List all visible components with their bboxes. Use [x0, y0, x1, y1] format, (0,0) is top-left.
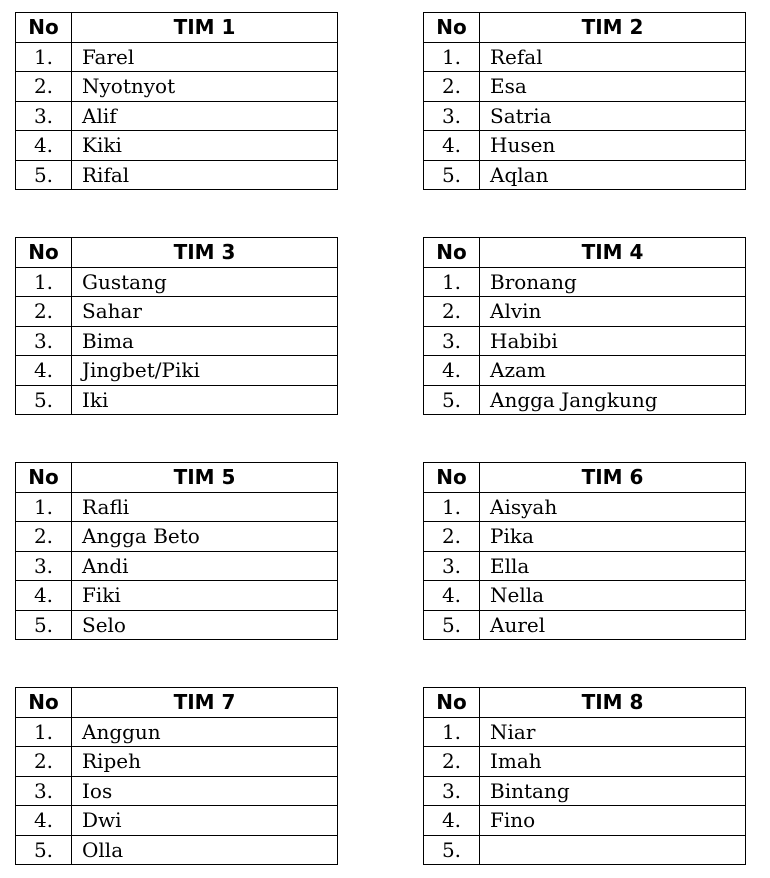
row-number: 3.: [424, 101, 480, 131]
table-row: [424, 385, 746, 415]
team-name-header: TIM 4: [480, 238, 746, 268]
team-table-1: [15, 12, 338, 190]
no-column-header: No: [424, 463, 480, 493]
member-name: Imah: [480, 747, 746, 777]
table-row: [16, 610, 338, 640]
table-row: [16, 492, 338, 522]
table-row: [16, 267, 338, 297]
team-table-6: [423, 462, 746, 640]
member-name: Aqlan: [480, 160, 746, 190]
table-row: [424, 131, 746, 161]
row-number: 3.: [424, 326, 480, 356]
table-row: [16, 131, 338, 161]
table-row: [424, 356, 746, 386]
member-name: Kiki: [72, 131, 338, 161]
table-row: [424, 492, 746, 522]
member-name: Angga Jangkung: [480, 385, 746, 415]
member-name: Nyotnyot: [72, 72, 338, 102]
table-row: [16, 72, 338, 102]
table-row: [16, 101, 338, 131]
table-row: [424, 551, 746, 581]
member-name: Angga Beto: [72, 522, 338, 552]
row-number: 1.: [16, 267, 72, 297]
member-name: Fiki: [72, 581, 338, 611]
table-header-row: [16, 238, 338, 268]
table-row: [16, 806, 338, 836]
member-name: Habibi: [480, 326, 746, 356]
row-number: 5.: [16, 835, 72, 865]
row-number: 1.: [16, 717, 72, 747]
member-name: Refal: [480, 42, 746, 72]
member-name: Alif: [72, 101, 338, 131]
row-number: 5.: [424, 835, 480, 865]
table-row: [16, 385, 338, 415]
row-number: 3.: [424, 776, 480, 806]
table-row: [16, 42, 338, 72]
row-number: 1.: [424, 492, 480, 522]
table-row: [16, 356, 338, 386]
no-column-header: No: [424, 688, 480, 718]
row-number: 2.: [16, 72, 72, 102]
row-number: 4.: [16, 131, 72, 161]
table-row: [424, 776, 746, 806]
row-number: 4.: [424, 131, 480, 161]
row-number: 4.: [16, 806, 72, 836]
member-name: Ios: [72, 776, 338, 806]
table-header-row: [424, 238, 746, 268]
row-number: 5.: [424, 160, 480, 190]
member-name: [480, 835, 746, 865]
no-column-header: No: [16, 238, 72, 268]
team-table-3: [15, 237, 338, 415]
table-header-row: [424, 688, 746, 718]
row-number: 1.: [424, 42, 480, 72]
row-number: 2.: [16, 522, 72, 552]
member-name: Azam: [480, 356, 746, 386]
row-number: 1.: [424, 267, 480, 297]
table-row: [424, 717, 746, 747]
member-name: Niar: [480, 717, 746, 747]
row-number: 4.: [424, 806, 480, 836]
row-number: 5.: [16, 610, 72, 640]
table-header-row: [16, 13, 338, 43]
row-number: 2.: [16, 747, 72, 777]
team-name-header: TIM 2: [480, 13, 746, 43]
table-row: [424, 522, 746, 552]
row-number: 2.: [424, 72, 480, 102]
member-name: Bintang: [480, 776, 746, 806]
team-table-5: [15, 462, 338, 640]
no-column-header: No: [16, 688, 72, 718]
table-row: [16, 297, 338, 327]
team-name-header: TIM 3: [72, 238, 338, 268]
table-row: [16, 717, 338, 747]
no-column-header: No: [424, 13, 480, 43]
member-name: Fino: [480, 806, 746, 836]
row-number: 3.: [424, 551, 480, 581]
table-row: [424, 101, 746, 131]
member-name: Husen: [480, 131, 746, 161]
row-number: 5.: [424, 610, 480, 640]
row-number: 5.: [16, 385, 72, 415]
member-name: Dwi: [72, 806, 338, 836]
team-table-2: [423, 12, 746, 190]
member-name: Satria: [480, 101, 746, 131]
table-row: [16, 522, 338, 552]
team-name-header: TIM 1: [72, 13, 338, 43]
member-name: Pika: [480, 522, 746, 552]
row-number: 4.: [424, 356, 480, 386]
member-name: Ella: [480, 551, 746, 581]
row-number: 2.: [424, 747, 480, 777]
row-number: 3.: [16, 101, 72, 131]
row-number: 5.: [16, 160, 72, 190]
row-number: 1.: [424, 717, 480, 747]
table-row: [16, 581, 338, 611]
table-header-row: [424, 463, 746, 493]
member-name: Rafli: [72, 492, 338, 522]
table-row: [424, 297, 746, 327]
team-table-7: [15, 687, 338, 865]
table-header-row: [424, 13, 746, 43]
team-table-8: [423, 687, 746, 865]
row-number: 2.: [16, 297, 72, 327]
table-header-row: [16, 463, 338, 493]
no-column-header: No: [16, 13, 72, 43]
table-row: [424, 806, 746, 836]
table-row: [424, 610, 746, 640]
table-row: [424, 72, 746, 102]
table-row: [424, 267, 746, 297]
member-name: Farel: [72, 42, 338, 72]
table-row: [424, 42, 746, 72]
team-name-header: TIM 7: [72, 688, 338, 718]
table-header-row: [16, 688, 338, 718]
member-name: Olla: [72, 835, 338, 865]
member-name: Sahar: [72, 297, 338, 327]
team-name-header: TIM 6: [480, 463, 746, 493]
row-number: 4.: [16, 581, 72, 611]
member-name: Iki: [72, 385, 338, 415]
member-name: Gustang: [72, 267, 338, 297]
row-number: 1.: [16, 492, 72, 522]
member-name: Bronang: [480, 267, 746, 297]
member-name: Jingbet/Piki: [72, 356, 338, 386]
member-name: Alvin: [480, 297, 746, 327]
row-number: 2.: [424, 522, 480, 552]
table-row: [16, 160, 338, 190]
table-row: [16, 776, 338, 806]
table-row: [16, 326, 338, 356]
member-name: Esa: [480, 72, 746, 102]
team-table-4: [423, 237, 746, 415]
no-column-header: No: [16, 463, 72, 493]
table-row: [16, 551, 338, 581]
member-name: Ripeh: [72, 747, 338, 777]
row-number: 3.: [16, 551, 72, 581]
table-row: [424, 835, 746, 865]
table-row: [424, 160, 746, 190]
table-row: [424, 747, 746, 777]
member-name: Nella: [480, 581, 746, 611]
row-number: 5.: [424, 385, 480, 415]
table-row: [424, 326, 746, 356]
member-name: Aisyah: [480, 492, 746, 522]
row-number: 4.: [424, 581, 480, 611]
member-name: Anggun: [72, 717, 338, 747]
row-number: 3.: [16, 776, 72, 806]
member-name: Selo: [72, 610, 338, 640]
table-row: [424, 581, 746, 611]
team-name-header: TIM 8: [480, 688, 746, 718]
member-name: Aurel: [480, 610, 746, 640]
team-name-header: TIM 5: [72, 463, 338, 493]
row-number: 1.: [16, 42, 72, 72]
row-number: 4.: [16, 356, 72, 386]
no-column-header: No: [424, 238, 480, 268]
table-row: [16, 747, 338, 777]
member-name: Rifal: [72, 160, 338, 190]
row-number: 2.: [424, 297, 480, 327]
row-number: 3.: [16, 326, 72, 356]
table-row: [16, 835, 338, 865]
member-name: Bima: [72, 326, 338, 356]
member-name: Andi: [72, 551, 338, 581]
